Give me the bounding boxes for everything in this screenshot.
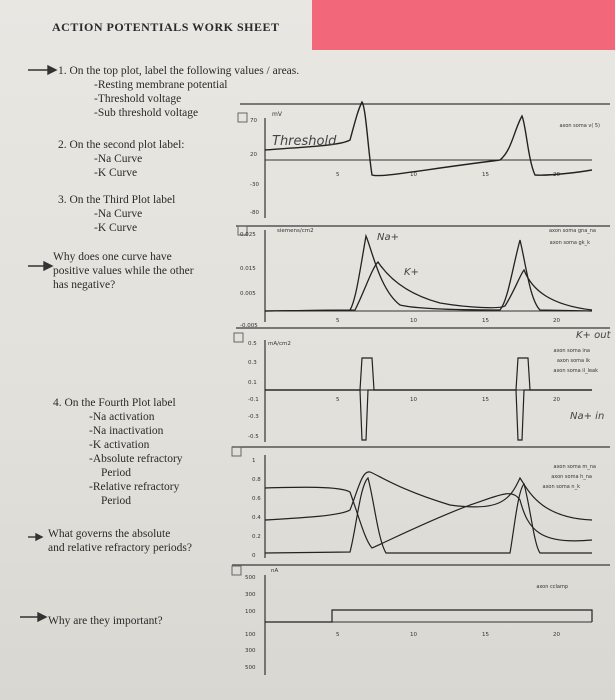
- legend-label: axon soma n_k: [542, 484, 580, 490]
- x-tick-label: 10: [410, 318, 417, 324]
- question-important: Why are they important?: [48, 615, 163, 627]
- governs-line: and relative refractory periods?: [48, 542, 192, 554]
- q1-item: -Resting membrane potential: [94, 79, 228, 91]
- legend-label: axon soma m_na: [553, 464, 596, 470]
- legend-label: axon soma ina: [553, 348, 590, 354]
- y-tick-label: 1: [252, 458, 256, 464]
- q3-text: 3. On the Third Plot label: [58, 194, 176, 206]
- why-positive-line: positive values while the other: [53, 265, 194, 277]
- q1-text: 1. On the top plot, label the following values / areas.: [58, 65, 300, 77]
- stimulus-current-curve: [265, 610, 592, 622]
- q4-item: Period: [101, 467, 132, 479]
- x-tick-label: 20: [553, 397, 560, 403]
- h-na-curve: [265, 487, 592, 548]
- governs-line: What governs the absolute: [48, 528, 171, 540]
- y-tick-label: 0.6: [252, 496, 261, 502]
- legend-label: axon soma gk_k: [549, 240, 590, 246]
- y-unit-label: nA: [271, 568, 279, 574]
- x-tick-label: 10: [410, 632, 417, 638]
- legend-label: axon soma gna_na: [548, 228, 596, 234]
- y-tick-label: 0.025: [240, 232, 256, 238]
- handwritten-k: K+: [404, 267, 419, 278]
- q4-item: -Na activation: [89, 411, 155, 423]
- x-tick-label: 5: [336, 172, 340, 178]
- x-tick-label: 20: [553, 172, 560, 178]
- legend-label: axon soma ik: [556, 358, 590, 364]
- y-tick-label: 0.005: [240, 291, 256, 297]
- q4-item: Period: [101, 495, 132, 507]
- x-tick-label: 20: [553, 318, 560, 324]
- handwritten-k-out: K+ out: [576, 330, 611, 341]
- y-tick-label: 0: [252, 553, 256, 559]
- y-unit-label: mV: [272, 111, 282, 118]
- q2-text: 2. On the second plot label:: [58, 139, 185, 151]
- y-tick-label: 300: [245, 648, 256, 654]
- y-tick-label: 0.1: [248, 380, 257, 386]
- why-positive-line: has negative?: [53, 279, 116, 291]
- y-tick-label: -30: [250, 182, 259, 188]
- y-tick-label: 300: [245, 592, 256, 598]
- y-unit-label: siemens/cm2: [277, 228, 314, 234]
- q2-item: -K Curve: [94, 167, 138, 179]
- y-tick-label: -0.1: [248, 397, 259, 403]
- q4-item: -K activation: [89, 439, 150, 451]
- q4-item: -Na inactivation: [89, 425, 164, 437]
- handwritten-na-in: Na+ in: [570, 411, 605, 422]
- x-tick-label: 5: [336, 632, 340, 638]
- worksheet-title: ACTION POTENTIALS WORK SHEET: [52, 20, 280, 34]
- legend-label: axon cclamp: [536, 584, 568, 590]
- y-tick-label: 0.015: [240, 266, 256, 272]
- y-tick-label: -80: [250, 210, 259, 216]
- x-tick-label: 5: [336, 397, 340, 403]
- q4-text: 4. On the Fourth Plot label: [53, 397, 176, 409]
- q4-item: -Relative refractory: [89, 481, 180, 493]
- q1-item: -Sub threshold voltage: [94, 107, 199, 119]
- y-tick-label: 20: [250, 152, 257, 158]
- n-k-curve: [265, 472, 592, 520]
- y-tick-label: 100: [245, 609, 256, 615]
- y-tick-label: -0.005: [240, 323, 258, 329]
- q2-item: -Na Curve: [94, 153, 143, 165]
- x-tick-label: 10: [410, 172, 417, 178]
- q3-item: -Na Curve: [94, 208, 143, 220]
- y-tick-label: 0.8: [252, 477, 261, 483]
- k-conductance-curve: [265, 262, 592, 311]
- q1-item: -Threshold voltage: [94, 93, 182, 105]
- y-tick-label: 0.3: [248, 360, 257, 366]
- k-current-curve: [265, 358, 592, 390]
- y-tick-label: 70: [250, 118, 257, 124]
- y-tick-label: -0.3: [248, 414, 259, 420]
- legend-label: axon soma v( 5): [559, 123, 600, 129]
- x-tick-label: 15: [482, 172, 489, 178]
- y-tick-label: 0.4: [252, 515, 261, 521]
- y-tick-label: 0.2: [252, 534, 261, 540]
- x-tick-label: 10: [410, 397, 417, 403]
- y-tick-label: 0.5: [248, 341, 257, 347]
- y-unit-label: mA/cm2: [268, 341, 291, 347]
- handwritten-na: Na+: [377, 232, 399, 243]
- legend-label: axon soma h_na: [551, 474, 592, 480]
- na-current-curve: [265, 390, 592, 440]
- q3-item: -K Curve: [94, 222, 138, 234]
- y-tick-label: 500: [245, 575, 256, 581]
- y-tick-label: 100: [245, 632, 256, 638]
- x-tick-label: 15: [482, 318, 489, 324]
- why-positive-line: Why does one curve have: [53, 251, 172, 263]
- x-tick-label: 15: [482, 632, 489, 638]
- x-tick-label: 15: [482, 397, 489, 403]
- y-tick-label: -0.5: [248, 434, 259, 440]
- x-tick-label: 5: [336, 318, 340, 324]
- handwritten-threshold: Threshold: [272, 134, 337, 149]
- y-tick-label: 500: [245, 665, 256, 671]
- q4-item: -Absolute refractory: [89, 453, 183, 465]
- x-tick-label: 20: [553, 632, 560, 638]
- legend-label: axon soma il_leak: [553, 368, 598, 374]
